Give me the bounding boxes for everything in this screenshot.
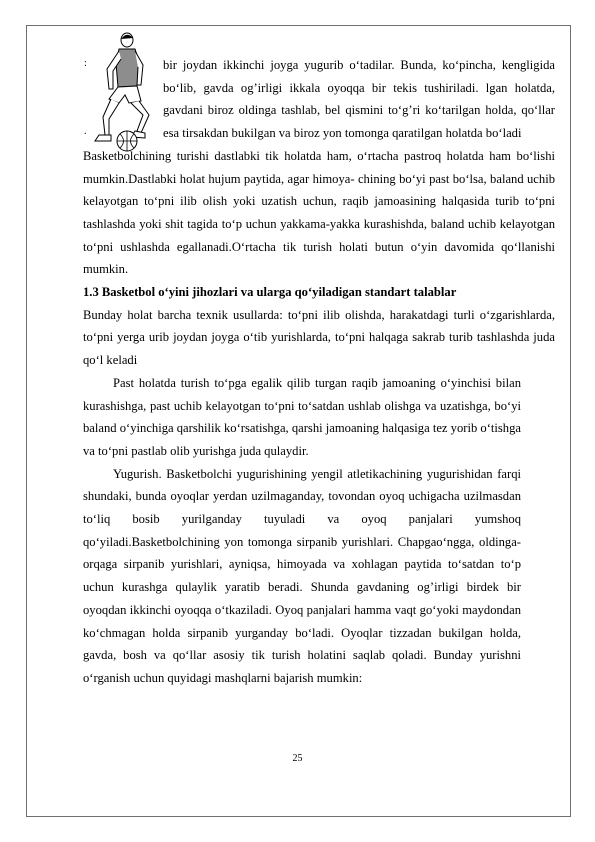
document-body <box>83 54 555 690</box>
paragraph: Basketbolchining turishi dastlabki tik holatda ham, o‘rtacha pastroq holatda ham bo‘lishi mumkin.Dastlabki holat hujum paytida, agar himoya- chining bo‘yi past bo‘lsa, baland uchib kelayotgan to‘pni ilib olish yoki uzatish uchun, raqib jamoasining halqasida turib to‘pni tashlashda yoki shit tagida to‘p uchun yakkama-yakka kurashishda, baland uchib kelayotgan to‘pni ushlashda egallanadi.O‘rtacha tik turish holati butun o‘yin davomida qo‘llanishi mumkin. <box>83 148 555 277</box>
margin-mark: : <box>84 58 87 69</box>
section-heading: 1.3 Basketbol o‘yini jihozlari va ularga qo‘yiladigan standart talablar <box>83 285 457 300</box>
paragraph: Bunday holat barcha texnik usullarda: to‘pni ilib olishda, harakatdagi turli o‘zgarishlarda, to‘pni yerga urib joydan joyga o‘tib yurishlarda, to‘pni halqaga sakrab turib tashlashda juda qo‘l keladi <box>83 307 555 368</box>
paragraph: Yugurish. Basketbolchi yugurishining yengil atletikachining yugurishidan farqi shundaki, bunda oyoqlar yerdan uzilmaganday, tovondan oyoq uchigacha uzilmasdan to‘liq bosib yurilganday tuyuladi va oyoq panjalari yumshoq qo‘yiladi.Basketbolchining yon tomonga sirpanib yurishlari. Chapgao‘ngga, oldinga-orqaga sirpanib yurishlari, ayniqsa, himoyada va xohlagan paytida to‘satdan to‘p uchun kurashga qulaylik yaratib beradi. Shunda gavdaning og’irligi birdek bir oyoqdan ikkinchi oyoqqa o‘tkaziladi. Oyoq panjalari hamma vaqt go‘yoki maydondan ko‘chmagan holda sirpanib yurganday bo‘ladi. Oyoqlar tizzadan bukilgan holda, gavda, bosh va qo‘llar asosiy tik turish holatini saqlab qoladi. Bunday yurishni o‘rganish uchun quyidagi mashqlarni bajarish mumkin: <box>83 466 521 685</box>
margin-mark: . <box>84 126 87 137</box>
intro-paragraph: bir joydan ikkinchi joyga yugurib o‘tadilar. Bunda, ko‘pincha, kengligida bo‘lib, gavda og’irligi ikkala oyoqqa bir tekis tushiriladi. lgan holatda, gavdani biroz oldinga tashlab, bel qismini to‘g’ri ko‘tarilgan holda, qo‘llar esa tirsakdan bukilgan va biroz yon tomonga qaratilgan holatda bo‘ladi <box>163 58 555 141</box>
paragraph: Past holatda turish to‘pga egalik qilib turgan raqib jamoaning o‘yinchisi bilan kurashishga, past uchib kelayotgan to‘pni to‘satdan ushlab olishga va uzatishga, bo‘yi baland o‘yinchiga qarshilik ko‘rsatishga, qarshi jamoaning halqasiga tez yorib o‘tishga va to‘pni pastlab olib yurishga juda qulaydir. <box>83 375 521 458</box>
page-number: 25 <box>292 753 303 764</box>
